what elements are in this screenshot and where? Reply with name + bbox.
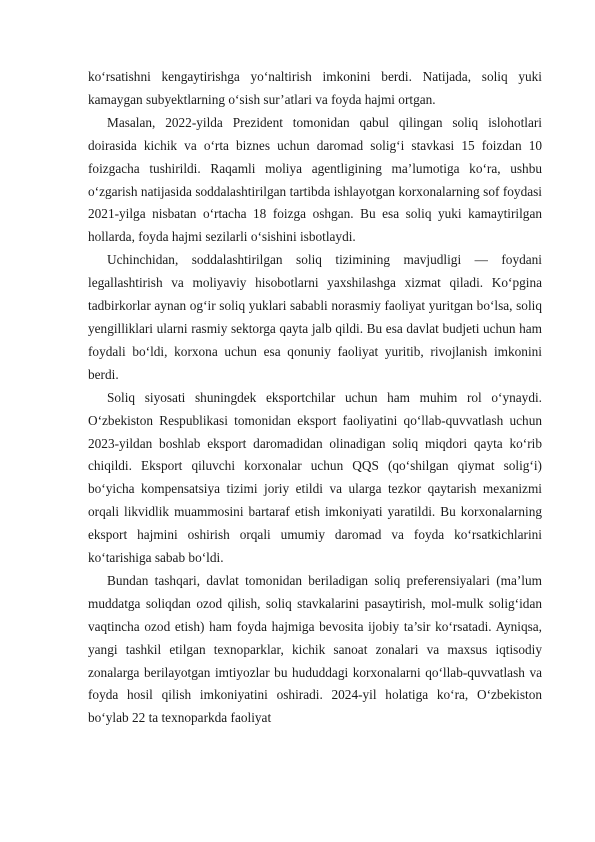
paragraph-exporters: Soliq siyosati shuningdek eksportchilar uchun ham muhim rol o‘ynaydi. O‘zbekiston Respublikasi tomonidan eksport faoliyatini qo‘llab-quvvatlash uchun 2023-yildan boshlab eksport daromadidan olinadigan soliq miqdori qayta ko‘rib chiqildi. Eksport qiluvchi korxonalar uchun QQS (qo‘shilgan qiymat solig‘i) bo‘yicha kompensatsiya tizimi joriy etildi va ularga tezkor qaytarish mexanizmi orqali likvidlik muammosini bartaraf etish imkoniyati yaratildi. Bu korxonalarning eksport hajmini oshirish orqali umumiy daromad va foyda ko‘rsatkichlarini ko‘tarishiga sabab bo‘ldi. bbox=[88, 389, 542, 566]
paragraph-tax-preferences: Bundan tashqari, davlat tomonidan beriladigan soliq preferensiyalari (ma’lum muddatga soliqdan ozod qilish, soliq stavkalarini pasaytirish, mol-mulk solig‘idan vaqtincha ozod etish) ham foyda hajmiga bevosita ijobiy ta’sir ko‘rsatadi. Ayniqsa, yangi tashkil etilgan texnoparklar, kichik sanoat zonalari va maxsus iqtisodiy zonalarga berilayotgan imtiyozlar bu hududdagi korxonalarni qo‘llab-quvvatlash va foyda hosil qilish imkoniyatini oshiradi. 2024-yil holatiga ko‘ra, O‘zbekiston bo‘ylab 22 ta texnoparkda faoliyat bbox=[88, 572, 542, 726]
paragraph-continuation: ko‘rsatishni kengaytirishga yo‘naltirish imkonini berdi. Natijada, soliq yuki kamaygan subyektlarning o‘sish sur’atlari va foyda hajmi ortgan. bbox=[88, 69, 542, 107]
paragraph-simplified-tax-system: Uchinchidan, soddalashtirilgan soliq tizimining mavjudligi — foydani legallashtirish va moliyaviy hisobotlarni yaxshilashga xizmat qiladi. Ko‘pgina tadbirkorlar aynan og‘ir soliq yuklari sababli norasmiy faoliyat yuritgan bo‘lsa, soliq yengilliklari ularni rasmiy sektorga qayta jalb qildi. Bu esa davlat budjeti uchun ham foydali bo‘ldi, korxona uchun esa qonuniy faoliyat yuritib, rivojlanish imkonini berdi. bbox=[88, 252, 542, 382]
paragraph-tax-reform-example: Masalan, 2022-yilda Prezident tomonidan qabul qilingan soliq islohotlari doirasida kichik va o‘rta biznes uchun daromad solig‘i stavkasi 15 foizdan 10 foizgacha tushirildi. Raqamli moliya agentligining ma’lumotiga ko‘ra, ushbu o‘zgarish natijasida soddalashtirilgan tartibda ishlayotgan korxonalarning sof foydasi 2021-yilga nisbatan o‘rtacha 18 foizga oshgan. Bu esa soliq yuki kamaytirilgan hollarda, foyda hajmi sezilarli o‘sishini isbotlaydi. bbox=[88, 114, 542, 245]
body-text bbox=[88, 66, 542, 730]
